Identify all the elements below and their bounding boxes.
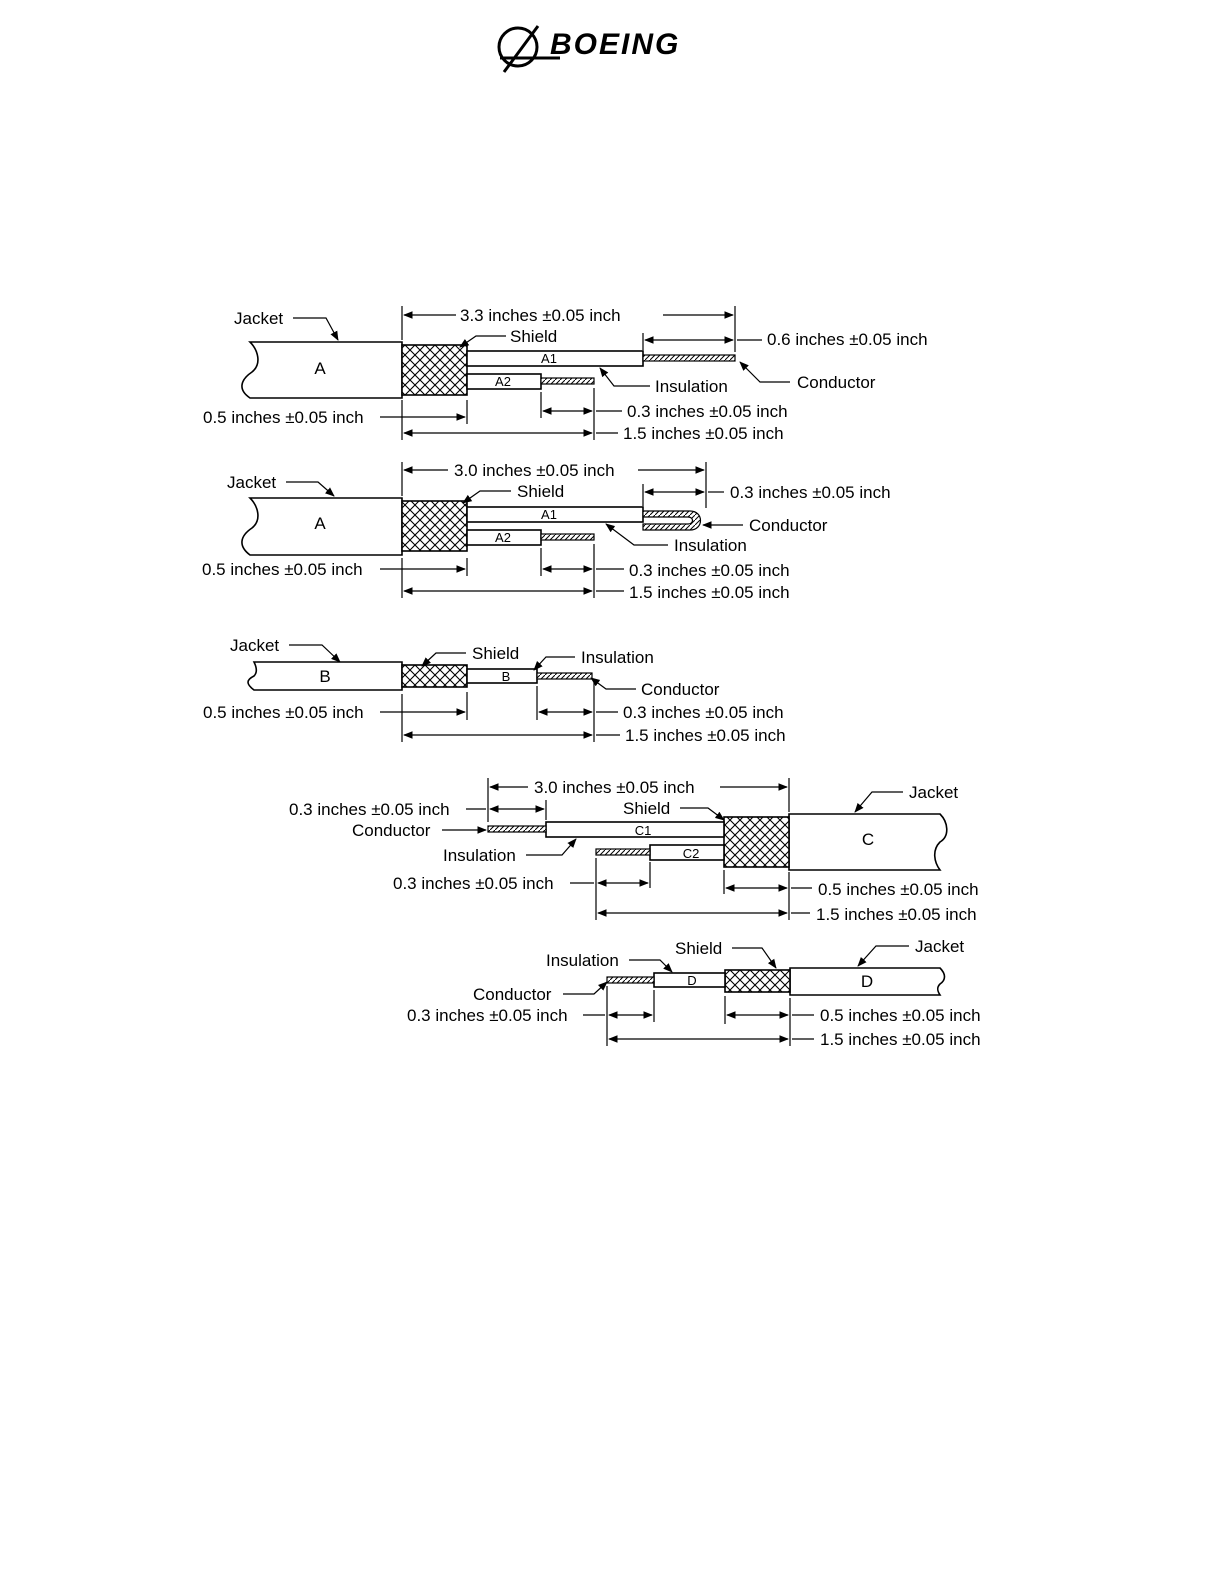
wire-label-c2: C2: [682, 846, 700, 861]
dimension-label: 1.5 inches ±0.05 inch: [629, 583, 790, 602]
dimension-label: 0.5 inches ±0.05 inch: [818, 880, 979, 899]
dimension-label: 0.3 inches ±0.05 inch: [407, 1006, 568, 1025]
dimension-label: 0.3 inches ±0.05 inch: [623, 703, 784, 722]
dimension-label: 1.5 inches ±0.05 inch: [820, 1030, 981, 1049]
insulation-label: Insulation: [581, 648, 654, 667]
dimension-label: 0.3 inches ±0.05 inch: [289, 800, 450, 819]
jacket-label: Jacket: [915, 937, 965, 956]
dimension-label: 0.3 inches ±0.05 inch: [730, 483, 891, 502]
insulation-label: Insulation: [546, 951, 619, 970]
shield-d: [725, 970, 790, 992]
cable-letter: A: [314, 359, 326, 378]
jacket-label: Jacket: [909, 783, 959, 802]
conductor-label: Conductor: [352, 821, 431, 840]
dimension-label: 3.0 inches ±0.05 inch: [454, 461, 615, 480]
jacket-label: Jacket: [227, 473, 277, 492]
dimension-label: 0.5 inches ±0.05 inch: [202, 560, 363, 579]
dimension-label: 0.3 inches ±0.05 inch: [393, 874, 554, 893]
diagram-1: [203, 306, 928, 443]
dimension-label: 0.3 inches ±0.05 inch: [627, 402, 788, 421]
boeing-wordmark: BOEING: [550, 28, 681, 61]
jacket-label: Jacket: [234, 309, 284, 328]
jacket-label: Jacket: [230, 636, 280, 655]
dimension-label: 1.5 inches ±0.05 inch: [625, 726, 786, 745]
shield-label: Shield: [623, 799, 671, 818]
shield-a: [402, 345, 467, 395]
wire-label-a2: A2: [495, 530, 511, 545]
conductor-label: Conductor: [473, 985, 552, 1004]
cable-letter: B: [319, 667, 331, 686]
conductor-d: [607, 977, 654, 983]
shield-b: [402, 665, 467, 687]
wire-label-d: D: [687, 973, 697, 988]
conductor-a1-folded: [643, 511, 701, 530]
dimension-label: 3.3 inches ±0.05 inch: [460, 306, 621, 325]
cable-letter: A: [314, 514, 326, 533]
conductor-a2: [541, 378, 594, 384]
wire-label-c1: C1: [634, 823, 652, 838]
conductor-label: Conductor: [641, 680, 720, 699]
shield-label: Shield: [510, 327, 558, 346]
conductor-c1: [488, 826, 546, 832]
conductor-a1: [643, 355, 735, 361]
shield-label: Shield: [675, 939, 723, 958]
dimension-label: 0.5 inches ±0.05 inch: [203, 703, 364, 722]
wire-label-b: B: [501, 669, 511, 684]
cable-letter: D: [860, 972, 874, 991]
cable-letter: C: [861, 830, 875, 849]
diagram-2: [202, 461, 891, 602]
wire-label-a1: A1: [541, 351, 557, 366]
diagram-4: [289, 778, 979, 924]
conductor-label: Conductor: [749, 516, 828, 535]
shield-label: Shield: [472, 644, 520, 663]
conductor-c2: [596, 849, 650, 855]
wire-label-a1: A1: [541, 507, 557, 522]
conductor-a2: [541, 534, 594, 540]
dimension-label: 1.5 inches ±0.05 inch: [623, 424, 784, 443]
dimension-label: 0.5 inches ±0.05 inch: [203, 408, 364, 427]
dimension-label: 3.0 inches ±0.05 inch: [534, 778, 695, 797]
conductor-label: Conductor: [797, 373, 876, 392]
dimension-label: 0.3 inches ±0.05 inch: [629, 561, 790, 580]
insulation-label: Insulation: [674, 536, 747, 555]
insulation-label: Insulation: [443, 846, 516, 865]
shield-label: Shield: [517, 482, 565, 501]
shield-c: [724, 817, 789, 867]
diagram-3: [203, 636, 786, 745]
dimension-label: 1.5 inches ±0.05 inch: [816, 905, 977, 924]
insulation-label: Insulation: [655, 377, 728, 396]
shield-a: [402, 501, 467, 551]
dimension-label: 0.6 inches ±0.05 inch: [767, 330, 928, 349]
conductor-b: [537, 673, 592, 679]
boeing-logo: [499, 26, 680, 72]
diagram-5: [407, 937, 981, 1049]
wire-label-a2: A2: [495, 374, 511, 389]
dimension-label: 0.5 inches ±0.05 inch: [820, 1006, 981, 1025]
